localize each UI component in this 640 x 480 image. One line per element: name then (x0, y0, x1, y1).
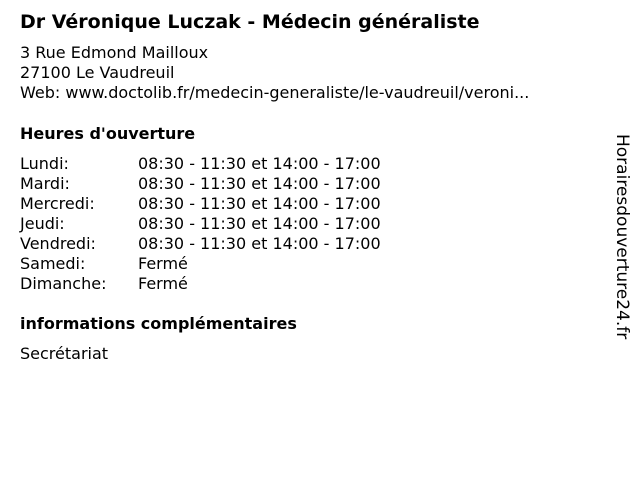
additional-info-heading: informations complémentaires (20, 314, 297, 333)
time-value: 08:30 - 11:30 et 14:00 - 17:00 (138, 194, 381, 213)
hours-row-tuesday (20, 174, 381, 194)
address-city: 27100 Le Vaudreuil (20, 63, 175, 82)
hours-row-monday (20, 154, 381, 174)
hours-row-sunday (20, 274, 381, 294)
time-value: 08:30 - 11:30 et 14:00 - 17:00 (138, 154, 381, 173)
time-value: 08:30 - 11:30 et 14:00 - 17:00 (138, 214, 381, 233)
day-label: Samedi: (20, 254, 86, 273)
time-value: Fermé (138, 254, 188, 273)
day-label: Vendredi: (20, 234, 96, 253)
day-label: Lundi: (20, 154, 69, 173)
time-value: 08:30 - 11:30 et 14:00 - 17:00 (138, 234, 381, 253)
opening-hours-heading: Heures d'ouverture (20, 124, 196, 143)
address-web: Web: www.doctolib.fr/medecin-generaliste/le-vaudreuil/veroni... (20, 83, 530, 102)
hours-row-friday (20, 234, 381, 254)
site-watermark: Horairesdouverture24.fr (612, 134, 632, 340)
day-label: Mercredi: (20, 194, 95, 213)
hours-row-wednesday (20, 194, 381, 214)
day-label: Dimanche: (20, 274, 107, 293)
page-title: Dr Véronique Luczak - Médecin généraliste (20, 11, 480, 33)
additional-info-text: Secrétariat (20, 344, 109, 363)
day-label: Mardi: (20, 174, 70, 193)
day-label: Jeudi: (20, 214, 65, 233)
opening-hours-table (20, 154, 381, 294)
address-street: 3 Rue Edmond Mailloux (20, 43, 209, 62)
hours-row-thursday (20, 214, 381, 234)
hours-row-saturday (20, 254, 381, 274)
address-block (20, 43, 529, 103)
time-value: 08:30 - 11:30 et 14:00 - 17:00 (138, 174, 381, 193)
time-value: Fermé (138, 274, 188, 293)
